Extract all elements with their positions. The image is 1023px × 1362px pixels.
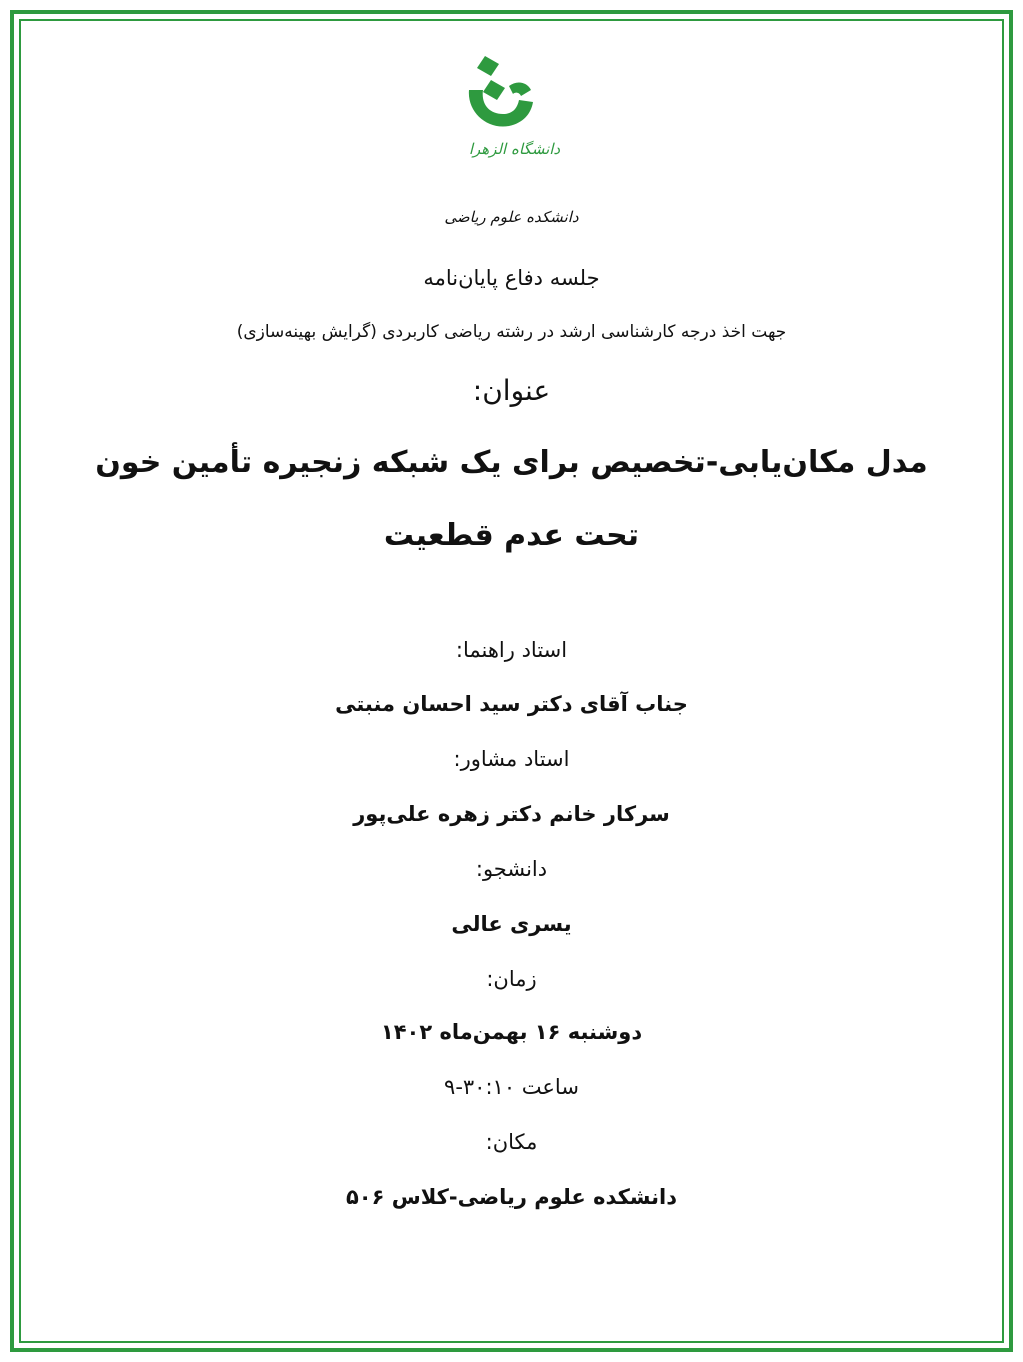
supervisor-label: استاد راهنما: <box>455 638 568 662</box>
student-name: یسری عالی <box>451 912 572 936</box>
logo-text: دانشگاه الزهرا <box>468 140 561 158</box>
alzahra-university-logo-icon <box>447 52 582 142</box>
defense-hour: ساعت ۳۰:۱۰-۹ <box>444 1075 579 1099</box>
degree-line: جهت اخذ درجه کارشناسی ارشد در رشته ریاضی کاربردی (گرایش بهینه‌سازی) <box>236 322 787 342</box>
place-label: مکان: <box>485 1130 538 1154</box>
advisor-label: استاد مشاور: <box>453 747 570 771</box>
thesis-title-line-1: مدل مکان‌یابی-تخصیص برای یک شبکه زنجیره تأمین خون <box>95 445 928 480</box>
defense-place: دانشکده علوم ریاضی-کلاس ۵۰۶ <box>345 1185 678 1209</box>
title-label: عنوان: <box>472 374 551 407</box>
advisor-name: سرکار خانم دکتر زهره علی‌پور <box>353 802 670 826</box>
time-label: زمان: <box>486 967 537 991</box>
defense-date: دوشنبه ۱۶ بهمن‌ماه ۱۴۰۲ <box>380 1020 643 1044</box>
faculty-name: دانشکده علوم ریاضی <box>444 208 579 226</box>
student-label: دانشجو: <box>475 857 548 881</box>
thesis-title-line-2: تحت عدم قطعیت <box>383 518 640 553</box>
session-heading: جلسه دفاع پایان‌نامه <box>423 266 600 290</box>
supervisor-name: جناب آقای دکتر سید احسان منبتی <box>335 692 688 716</box>
university-logo <box>447 52 582 172</box>
